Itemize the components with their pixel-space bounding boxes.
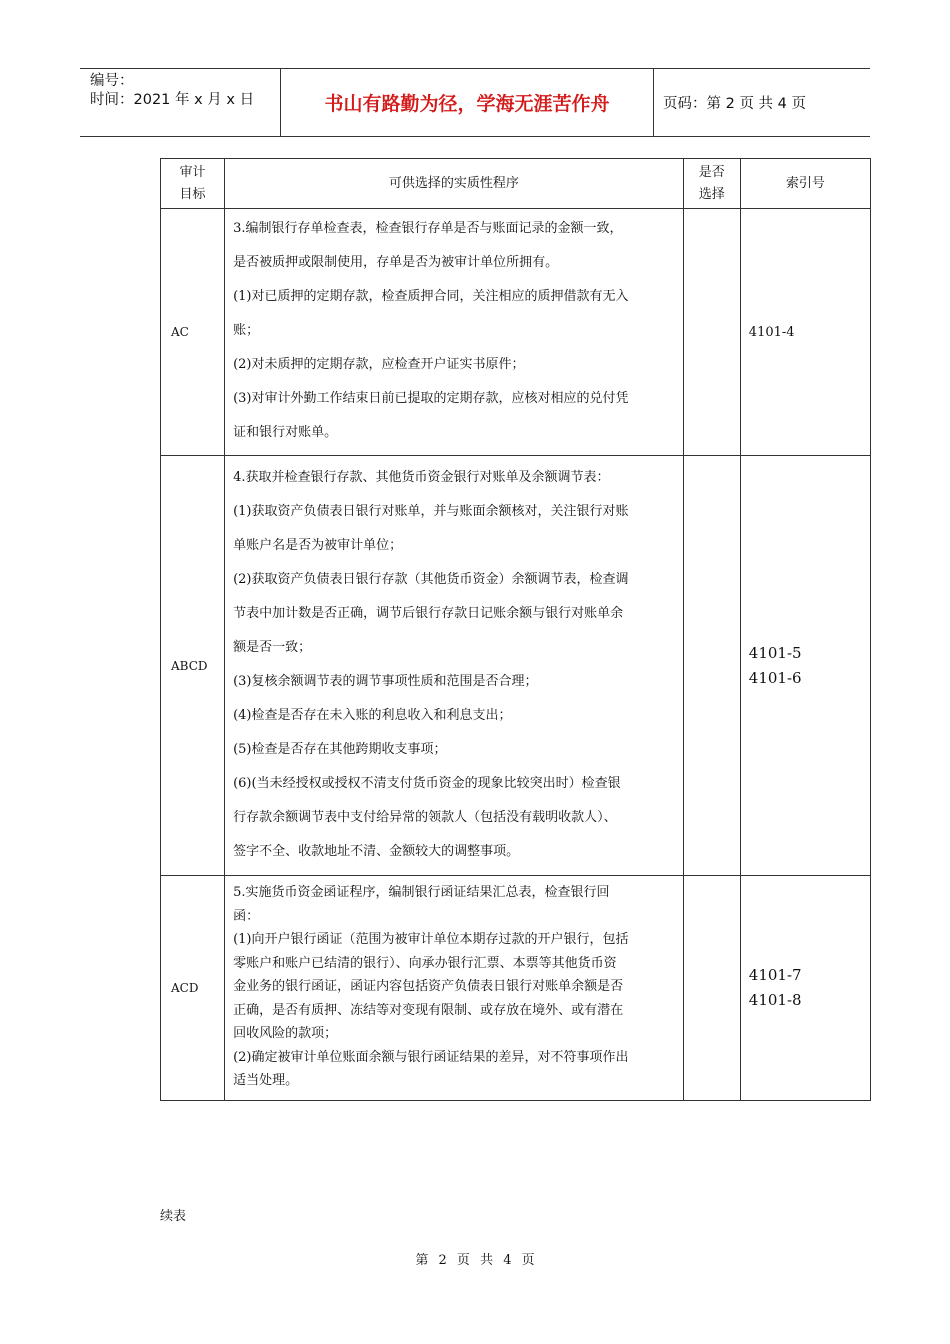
- procedure-line: 签字不全、收款地址不清、金额较大的调整事项。: [233, 843, 520, 859]
- procedure-line: 金业务的银行函证，函证内容包括资产负债表日银行对账单余额是否: [233, 979, 624, 995]
- audit-procedure-table: [160, 158, 871, 1101]
- procedure-line: 正确，是否有质押、冻结等对变现有限制、或存放在境外、或有潜在: [233, 1002, 624, 1018]
- index-number: 4101-6: [748, 668, 802, 687]
- procedure-line: (6)(当未经授权或授权不清支付货币资金的现象比较突出时）检查银: [233, 775, 621, 791]
- index-number: 4101-7: [748, 966, 802, 984]
- row-goal: ACD: [161, 876, 225, 1101]
- header-index: 索引号: [740, 159, 870, 209]
- procedure-line: (1)对已质押的定期存款，检查质押合同，关注相应的质押借款有无入: [233, 289, 629, 304]
- table-row: [161, 876, 871, 1101]
- procedure-line: 4.获取并检查银行存款、其他货币资金银行对账单及余额调节表：: [233, 469, 610, 485]
- row-procedure: [225, 456, 684, 876]
- procedure-line: (3)对审计外勤工作结束日前已提取的定期存款，应核对相应的兑付凭: [233, 391, 629, 406]
- procedure-line: 账；: [233, 323, 260, 338]
- procedure-line: (2)获取资产负债表日银行存款（其他货币资金）余额调节表，检查调: [233, 571, 629, 587]
- header-audit-goal: [161, 159, 225, 209]
- page-number: 第 2 页 共 4 页: [415, 1253, 535, 1268]
- procedure-line: 行存款余额调节表中支付给异常的领款人（包括没有载明收款人）、: [233, 809, 617, 825]
- procedure-line: 适当处理。: [233, 1073, 299, 1089]
- procedure-line: 零账户和账户已结清的银行）、向承办银行汇票、本票等其他货币资: [233, 955, 617, 971]
- procedure-line: 证和银行对账单。: [233, 425, 338, 440]
- index-number: 4101-8: [748, 991, 802, 1009]
- header-select-line1: 是否: [698, 164, 725, 180]
- row-select-cell[interactable]: [683, 456, 740, 876]
- row-select-cell[interactable]: [683, 209, 740, 456]
- row-select-cell[interactable]: [683, 876, 740, 1101]
- continued-label: 续表: [160, 1209, 187, 1224]
- procedure-line: 5.实施货币资金函证程序，编制银行函证结果汇总表，检查银行回: [233, 885, 610, 901]
- table-row: [161, 456, 871, 876]
- header-page-info: 页码：第 2 页 共 4 页: [663, 96, 806, 112]
- procedure-line: 3.编制银行存单检查表，检查银行存单是否与账面记录的金额一致，: [233, 221, 623, 236]
- table-row: [161, 209, 871, 456]
- procedure-line: (2)对未质押的定期存款，应检查开户证实书原件；: [233, 357, 525, 372]
- procedure-line: (1)向开户银行函证（范围为被审计单位本期存过款的开户银行，包括: [233, 932, 629, 948]
- date-line: 时间：2021 年 x 月 x 日: [90, 92, 255, 108]
- index-number: 4101-4: [748, 324, 795, 340]
- procedure-line: (5)检查是否存在其他跨期收支事项；: [233, 741, 447, 757]
- row-goal: AC: [161, 209, 225, 456]
- header-goal-line2: 目标: [179, 186, 206, 202]
- header-procedure: 可供选择的实质性程序: [225, 159, 684, 209]
- header-select-line2: 选择: [698, 186, 725, 202]
- procedure-line: 节表中加计数是否正确，调节后银行存款日记账余额与银行对账单余: [233, 605, 624, 621]
- header-goal-line1: 审计: [179, 164, 206, 180]
- header-meta: [80, 69, 280, 136]
- procedure-line: 是否被质押或限制使用，存单是否为被审计单位所拥有。: [233, 255, 559, 270]
- procedure-line: 回收风险的款项；: [233, 1026, 338, 1042]
- procedure-line: (1)获取资产负债表日银行对账单，并与账面余额核对，关注银行对账: [233, 503, 629, 519]
- procedure-line: 额是否一致；: [233, 639, 312, 655]
- procedure-line: (2)确定被审计单位账面余额与银行函证结果的差异，对不符事项作出: [233, 1049, 629, 1065]
- index-number: 4101-5: [748, 643, 802, 662]
- procedure-line: (4)检查是否存在未入账的利息收入和利息支出；: [233, 707, 512, 723]
- document-header: [80, 68, 870, 137]
- procedure-line: 单账户名是否为被审计单位；: [233, 537, 403, 553]
- row-index: [740, 456, 870, 876]
- number-label: 编号：: [90, 73, 134, 89]
- procedure-line: (3)复核余额调节表的调节事项性质和范围是否合理；: [233, 673, 538, 689]
- header-motto: 书山有路勤为径，学海无涯苦作舟: [280, 69, 654, 136]
- procedure-line: 函：: [233, 908, 260, 924]
- header-selected: [683, 159, 740, 209]
- table-header-row: [161, 159, 871, 209]
- row-procedure: [225, 876, 684, 1101]
- row-index: [740, 876, 870, 1101]
- row-goal: ABCD: [161, 456, 225, 876]
- row-procedure: [225, 209, 684, 456]
- row-index: [740, 209, 870, 456]
